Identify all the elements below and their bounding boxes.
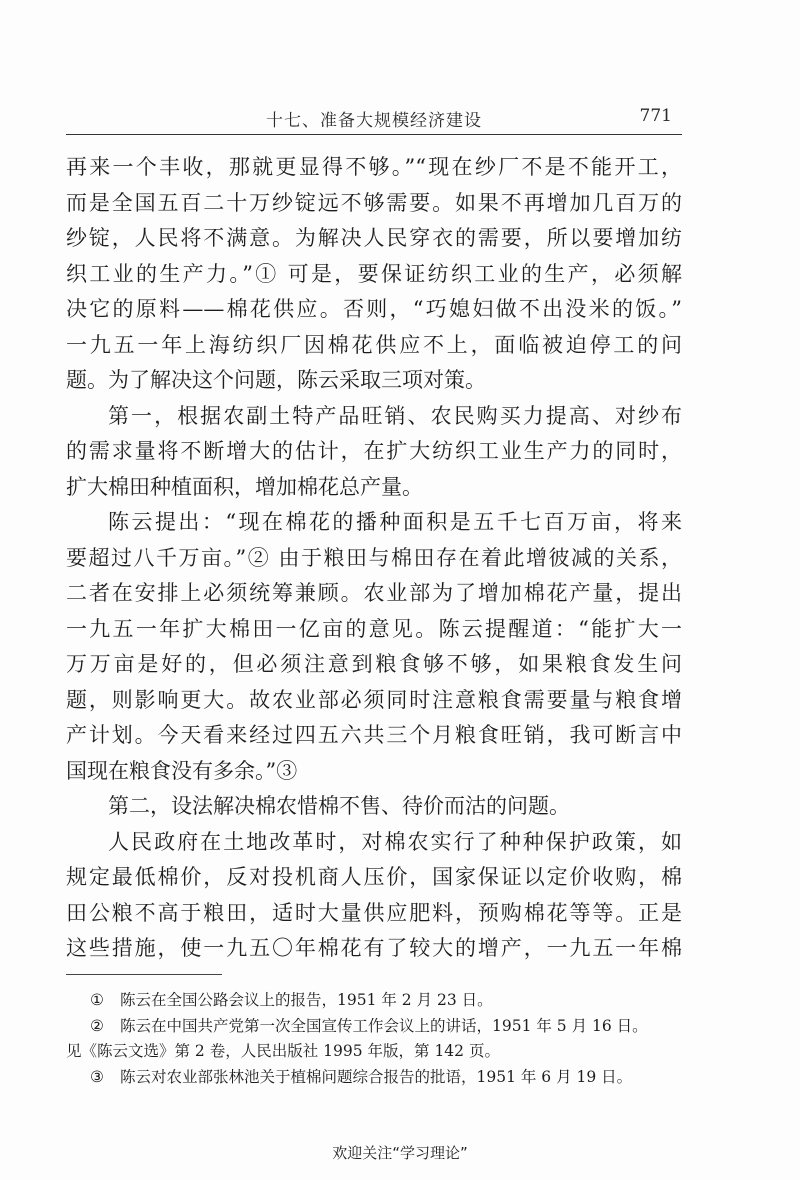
header-divider: [66, 134, 682, 135]
body-line: 要超过八千万亩。”② 由于粮田与棉田存在着此增彼减的关系，: [66, 545, 682, 570]
footnote-marker: ①: [90, 991, 104, 1009]
body-text: [66, 150, 682, 967]
body-line: 扩大棉田种植面积，增加棉花总产量。: [66, 474, 423, 499]
body-line: 人民政府在土地改革时，对棉农实行了种种保护政策，如: [108, 829, 682, 854]
footnote-text: 陈云在中国共产党第一次全国宣传工作会议上的讲话，1951 年 5 月 16 日。: [120, 1016, 648, 1035]
chapter-title: 十七、准备大规模经济建设: [266, 111, 482, 131]
body-line: 田公粮不高于粮田，适时大量供应肥料，预购棉花等等。正是: [66, 900, 682, 925]
body-line: 规定最低棉价，反对投机商人压价，国家保证以定价收购，棉: [66, 865, 682, 889]
footnote-1: [66, 988, 686, 1014]
body-line: 国现在粮食没有多余。”③: [66, 758, 298, 783]
body-line: 第一，根据农副土特产品旺销、农民购买力提高、对纱布: [108, 403, 682, 428]
footnote-text: 陈云在全国公路会议上的报告，1951 年 2 月 23 日。: [120, 991, 493, 1009]
body-line: 一九五一年上海纺织厂因棉花供应不上，面临被迫停工的问: [66, 332, 682, 357]
footnote-2: [66, 1014, 686, 1040]
body-line: 的需求量将不断增大的估计，在扩大纺织工业生产力的同时，: [66, 439, 682, 463]
body-line: 织工业的生产力。”① 可是，要保证纺织工业的生产，必须解: [66, 261, 682, 286]
body-line: 题，则影响更大。故农业部必须同时注意粮食需要量与粮食增: [66, 687, 682, 712]
body-line: 第二，设法解决棉农惜棉不售、待价而沽的问题。: [108, 794, 570, 818]
running-header: [66, 104, 682, 134]
body-line: 题。为了解决这个问题，陈云采取三项对策。: [66, 368, 486, 392]
footnote-divider: [66, 974, 222, 975]
body-line: 万万亩是好的，但必须注意到粮食够不够，如果粮食发生问: [66, 652, 682, 676]
body-line: 陈云提出：“现在棉花的播种面积是五千七百万亩，将来: [108, 510, 682, 534]
body-line: 一九五一年扩大棉田一亿亩的意见。陈云提醒道：“能扩大一: [66, 616, 682, 641]
page-number: 771: [639, 106, 672, 126]
footnote-marker: ②: [90, 1016, 104, 1035]
footnote-text: 见《陈云文选》第 2 卷，人民出版社 1995 年版，第 142 页。: [66, 1042, 500, 1060]
body-line: 二者在安排上必须统筹兼顾。农业部为了增加棉花产量，提出: [66, 581, 682, 605]
body-line: 产计划。今天看来经过四五六共三个月粮食旺销，我可断言中: [66, 723, 682, 747]
body-line: 再来一个丰收，那就更显得不够。”“现在纱厂不是不能开工，: [66, 155, 682, 179]
footnotes: [66, 988, 686, 1090]
footnote-3: [66, 1065, 686, 1091]
body-line: 这些措施，使一九五〇年棉花有了较大的增产，一九五一年棉: [66, 936, 682, 960]
body-line: 决它的原料——棉花供应。否则，“巧媳妇做不出没米的饭。”: [66, 297, 682, 321]
page-footer: 欢迎关注“学习理论”: [332, 1144, 468, 1162]
body-line: 而是全国五百二十万纱锭远不够需要。如果不再增加几百万的: [66, 190, 682, 215]
footnote-text: 陈云对农业部张林池关于植棉问题综合报告的批语，1951 年 6 月 19 日。: [120, 1067, 633, 1086]
body-line: 纱锭，人民将不满意。为解决人民穿衣的需要，所以要增加纺: [66, 226, 682, 250]
footnote-marker: ③: [90, 1067, 104, 1086]
footnote-2-continuation: [66, 1039, 686, 1065]
